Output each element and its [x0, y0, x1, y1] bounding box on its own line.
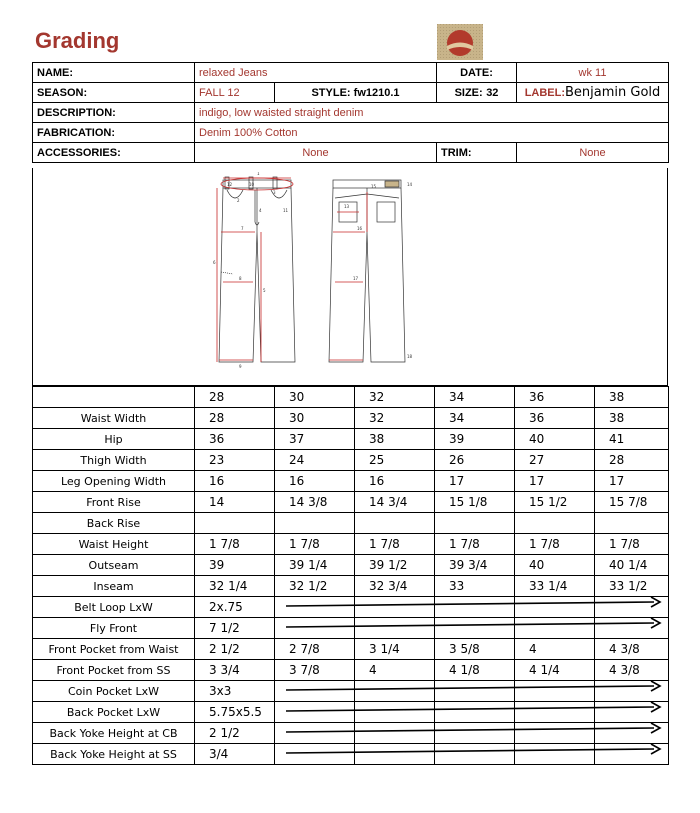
- measurement-value[interactable]: 4 1/8: [435, 660, 515, 681]
- measurement-value[interactable]: [515, 618, 595, 639]
- measurement-value[interactable]: 1 7/8: [595, 534, 669, 555]
- measurement-value[interactable]: 32: [355, 408, 435, 429]
- measurement-value[interactable]: [435, 744, 515, 765]
- measurement-value[interactable]: [355, 702, 435, 723]
- measurement-value[interactable]: [355, 744, 435, 765]
- measurement-value[interactable]: 4 3/8: [595, 639, 669, 660]
- sketch-label: 4: [259, 208, 262, 213]
- measurement-value[interactable]: 33 1/4: [515, 576, 595, 597]
- measurement-value[interactable]: [355, 723, 435, 744]
- measurement-value[interactable]: 41: [595, 429, 669, 450]
- measurement-value[interactable]: [595, 723, 669, 744]
- grading-table: [32, 386, 669, 765]
- measurement-value[interactable]: 1 7/8: [355, 534, 435, 555]
- measurement-value[interactable]: 1 7/8: [195, 534, 275, 555]
- measurement-name: Hip: [33, 429, 195, 450]
- sketch-label: 5: [263, 288, 266, 293]
- measurement-value[interactable]: [435, 513, 515, 534]
- size-header-36: 36: [515, 387, 595, 408]
- measurement-value[interactable]: 3x3: [195, 681, 275, 702]
- measurement-row: [33, 660, 669, 681]
- size-header-34: 34: [435, 387, 515, 408]
- measurement-value[interactable]: 23: [195, 450, 275, 471]
- measurement-value[interactable]: 32 3/4: [355, 576, 435, 597]
- measurement-value[interactable]: 3 1/4: [355, 639, 435, 660]
- name-label: NAME:: [33, 63, 195, 83]
- measurement-value[interactable]: [275, 702, 355, 723]
- measurement-value[interactable]: 34: [435, 408, 515, 429]
- sketch-label: 14: [407, 182, 413, 187]
- measurement-value[interactable]: 14 3/8: [275, 492, 355, 513]
- measurement-value[interactable]: 3 7/8: [275, 660, 355, 681]
- measurement-value[interactable]: [275, 744, 355, 765]
- size-header-28: 28: [195, 387, 275, 408]
- measurement-value[interactable]: 17: [515, 471, 595, 492]
- measurement-row: [33, 555, 669, 576]
- header-row-season: [33, 83, 669, 103]
- measurement-value[interactable]: 15 1/8: [435, 492, 515, 513]
- season-value[interactable]: FALL 12: [195, 83, 275, 103]
- accessories-label: ACCESSORIES:: [33, 143, 195, 163]
- measurement-row: [33, 618, 669, 639]
- sketch-label: 8: [239, 276, 242, 281]
- name-value[interactable]: relaxed Jeans: [195, 63, 437, 83]
- accessories-value[interactable]: None: [195, 143, 437, 163]
- measurement-name: Waist Width: [33, 408, 195, 429]
- measurement-value[interactable]: [515, 597, 595, 618]
- measurement-value[interactable]: 39 1/4: [275, 555, 355, 576]
- measurement-value[interactable]: 16: [275, 471, 355, 492]
- measurement-value[interactable]: 40 1/4: [595, 555, 669, 576]
- measurement-value[interactable]: 40: [515, 555, 595, 576]
- measurement-row: [33, 681, 669, 702]
- header-table: [32, 62, 669, 163]
- header-row-accessories: [33, 143, 669, 163]
- measurement-value[interactable]: 26: [435, 450, 515, 471]
- measurement-value[interactable]: 37: [275, 429, 355, 450]
- size-label: SIZE:: [454, 87, 483, 99]
- date-label: DATE:: [437, 63, 517, 83]
- measurement-name: Front Pocket from SS: [33, 660, 195, 681]
- sketch-label: 17: [353, 276, 359, 281]
- measurement-value[interactable]: 36: [515, 408, 595, 429]
- sketch-label: 12: [227, 182, 233, 187]
- sketch-label: 1: [257, 172, 260, 176]
- trim-value[interactable]: None: [517, 143, 669, 163]
- measurement-value[interactable]: [435, 681, 515, 702]
- measurement-value[interactable]: 3/4: [195, 744, 275, 765]
- measurement-row: [33, 723, 669, 744]
- measurement-value[interactable]: [275, 597, 355, 618]
- sketch-label: 13: [344, 204, 350, 209]
- measurement-value[interactable]: 1 7/8: [435, 534, 515, 555]
- sketch-label: 18: [407, 354, 413, 359]
- measurement-value[interactable]: [275, 681, 355, 702]
- measurement-name: Leg Opening Width: [33, 471, 195, 492]
- label-cell: [517, 83, 669, 103]
- fabrication-label: FABRICATION:: [33, 123, 195, 143]
- measurement-value[interactable]: 28: [195, 408, 275, 429]
- measurement-value[interactable]: [515, 702, 595, 723]
- size-header-30: 30: [275, 387, 355, 408]
- measurement-row: [33, 513, 669, 534]
- sketch-label: 15: [371, 184, 377, 189]
- measurement-value[interactable]: [515, 723, 595, 744]
- measurement-value[interactable]: [595, 513, 669, 534]
- measurement-value[interactable]: 1 7/8: [275, 534, 355, 555]
- measurement-name: Thigh Width: [33, 450, 195, 471]
- measurement-value[interactable]: [355, 513, 435, 534]
- measurement-value[interactable]: 30: [275, 408, 355, 429]
- measurement-value[interactable]: [275, 723, 355, 744]
- style-label: STYLE:: [311, 86, 351, 99]
- measurement-value[interactable]: 16: [355, 471, 435, 492]
- measurement-value[interactable]: [595, 702, 669, 723]
- measurement-name: Front Rise: [33, 492, 195, 513]
- measurement-value[interactable]: [595, 618, 669, 639]
- size-header-32: 32: [355, 387, 435, 408]
- measurement-value[interactable]: 14: [195, 492, 275, 513]
- measurement-value[interactable]: 4: [355, 660, 435, 681]
- page-title: Grading: [35, 28, 120, 53]
- size-header-38: 38: [595, 387, 669, 408]
- measurement-value[interactable]: 39: [195, 555, 275, 576]
- measurement-name: Back Yoke Height at CB: [33, 723, 195, 744]
- measurement-value[interactable]: 40: [515, 429, 595, 450]
- measurement-value[interactable]: 36: [195, 429, 275, 450]
- measurement-value[interactable]: [355, 618, 435, 639]
- sketch-label: 2: [237, 198, 240, 203]
- measurement-value[interactable]: [275, 513, 355, 534]
- jeans-flat-sketch: [213, 172, 433, 372]
- measurement-name: Coin Pocket LxW: [33, 681, 195, 702]
- measurement-value[interactable]: [515, 513, 595, 534]
- measurement-value[interactable]: [515, 681, 595, 702]
- measurement-value[interactable]: 2 7/8: [275, 639, 355, 660]
- style-cell: [275, 83, 437, 103]
- measurement-value[interactable]: [195, 513, 275, 534]
- measurement-value[interactable]: [435, 723, 515, 744]
- measurement-value[interactable]: 4 3/8: [595, 660, 669, 681]
- measurement-value[interactable]: 16: [195, 471, 275, 492]
- measurement-name: Inseam: [33, 576, 195, 597]
- measurement-row: [33, 492, 669, 513]
- measurement-value[interactable]: [595, 681, 669, 702]
- measurement-value[interactable]: 4: [515, 639, 595, 660]
- season-label: SEASON:: [33, 83, 195, 103]
- sketch-label: 9: [239, 364, 242, 369]
- measurement-value[interactable]: 15 1/2: [515, 492, 595, 513]
- style-value[interactable]: fw1210.1: [353, 86, 400, 99]
- measurement-value[interactable]: [355, 597, 435, 618]
- measurement-value[interactable]: 5.75x5.5: [195, 702, 275, 723]
- measurement-name: Front Pocket from Waist: [33, 639, 195, 660]
- measurement-value[interactable]: [435, 702, 515, 723]
- measurement-value[interactable]: 27: [515, 450, 595, 471]
- sketch-area: [32, 168, 668, 386]
- measurement-value[interactable]: 24: [275, 450, 355, 471]
- size-value[interactable]: 32: [486, 87, 499, 99]
- front-view-sketch: [219, 177, 295, 362]
- size-header-row: [33, 387, 669, 408]
- measurement-value[interactable]: 32 1/2: [275, 576, 355, 597]
- sketch-label: 6: [213, 260, 216, 265]
- measurement-value[interactable]: 25: [355, 450, 435, 471]
- measurement-name: Back Pocket LxW: [33, 702, 195, 723]
- measurement-value[interactable]: [275, 618, 355, 639]
- description-value[interactable]: indigo, low waisted straight denim: [195, 103, 669, 123]
- size-header-blank: [33, 387, 195, 408]
- date-value[interactable]: wk 11: [517, 63, 669, 83]
- measurement-value[interactable]: 2 1/2: [195, 723, 275, 744]
- measurement-value[interactable]: 7 1/2: [195, 618, 275, 639]
- header-row-name: [33, 63, 669, 83]
- measurement-value[interactable]: 2x.75: [195, 597, 275, 618]
- sunset-logo-icon: [437, 24, 483, 60]
- trim-label: TRIM:: [437, 143, 517, 163]
- measurement-value[interactable]: 39: [435, 429, 515, 450]
- measurement-value[interactable]: 14 3/4: [355, 492, 435, 513]
- measurement-name: Back Rise: [33, 513, 195, 534]
- measurement-name: Fly Front: [33, 618, 195, 639]
- measurement-value[interactable]: 2 1/2: [195, 639, 275, 660]
- measurement-value[interactable]: 17: [435, 471, 515, 492]
- measurement-value[interactable]: 38: [355, 429, 435, 450]
- measurement-value[interactable]: 33 1/2: [595, 576, 669, 597]
- measurement-value[interactable]: 3 3/4: [195, 660, 275, 681]
- measurement-row: [33, 450, 669, 471]
- size-cell: [437, 83, 517, 103]
- header-row-description: [33, 103, 669, 123]
- measurement-name: Outseam: [33, 555, 195, 576]
- measurement-value[interactable]: 28: [595, 450, 669, 471]
- sketch-label: 7: [241, 226, 244, 231]
- measurement-value[interactable]: 3 5/8: [435, 639, 515, 660]
- description-label: DESCRIPTION:: [33, 103, 195, 123]
- measurement-value[interactable]: 32 1/4: [195, 576, 275, 597]
- sketch-label: 11: [283, 208, 289, 213]
- fabrication-value[interactable]: Denim 100% Cotton: [195, 123, 669, 143]
- measurement-row: [33, 408, 669, 429]
- measurement-value[interactable]: 33: [435, 576, 515, 597]
- measurement-value[interactable]: [595, 597, 669, 618]
- measurement-value[interactable]: 4 1/4: [515, 660, 595, 681]
- measurement-row: [33, 576, 669, 597]
- measurement-value[interactable]: 39 1/2: [355, 555, 435, 576]
- sketch-label: 3: [273, 190, 276, 195]
- measurement-row: [33, 702, 669, 723]
- label-value[interactable]: Benjamin Gold: [565, 85, 661, 100]
- measurement-value[interactable]: [515, 744, 595, 765]
- sketch-label: 10: [249, 182, 255, 187]
- measurement-value[interactable]: [355, 681, 435, 702]
- measurement-value[interactable]: [595, 744, 669, 765]
- measurement-value[interactable]: 39 3/4: [435, 555, 515, 576]
- sketch-label: 16: [357, 226, 363, 231]
- measurement-name: Waist Height: [33, 534, 195, 555]
- measurement-value[interactable]: 15 7/8: [595, 492, 669, 513]
- measurement-value[interactable]: [435, 597, 515, 618]
- measurement-row: [33, 429, 669, 450]
- measurement-row: [33, 639, 669, 660]
- measurement-value[interactable]: 17: [595, 471, 669, 492]
- header-row-fabrication: [33, 123, 669, 143]
- measurement-value[interactable]: [435, 618, 515, 639]
- measurement-name: Back Yoke Height at SS: [33, 744, 195, 765]
- measurement-name: Belt Loop LxW: [33, 597, 195, 618]
- measurement-row: [33, 744, 669, 765]
- measurement-row: [33, 471, 669, 492]
- measurement-value[interactable]: 1 7/8: [515, 534, 595, 555]
- measurement-value[interactable]: 38: [595, 408, 669, 429]
- measurement-row: [33, 597, 669, 618]
- measurement-row: [33, 534, 669, 555]
- label-label: LABEL:: [524, 87, 566, 99]
